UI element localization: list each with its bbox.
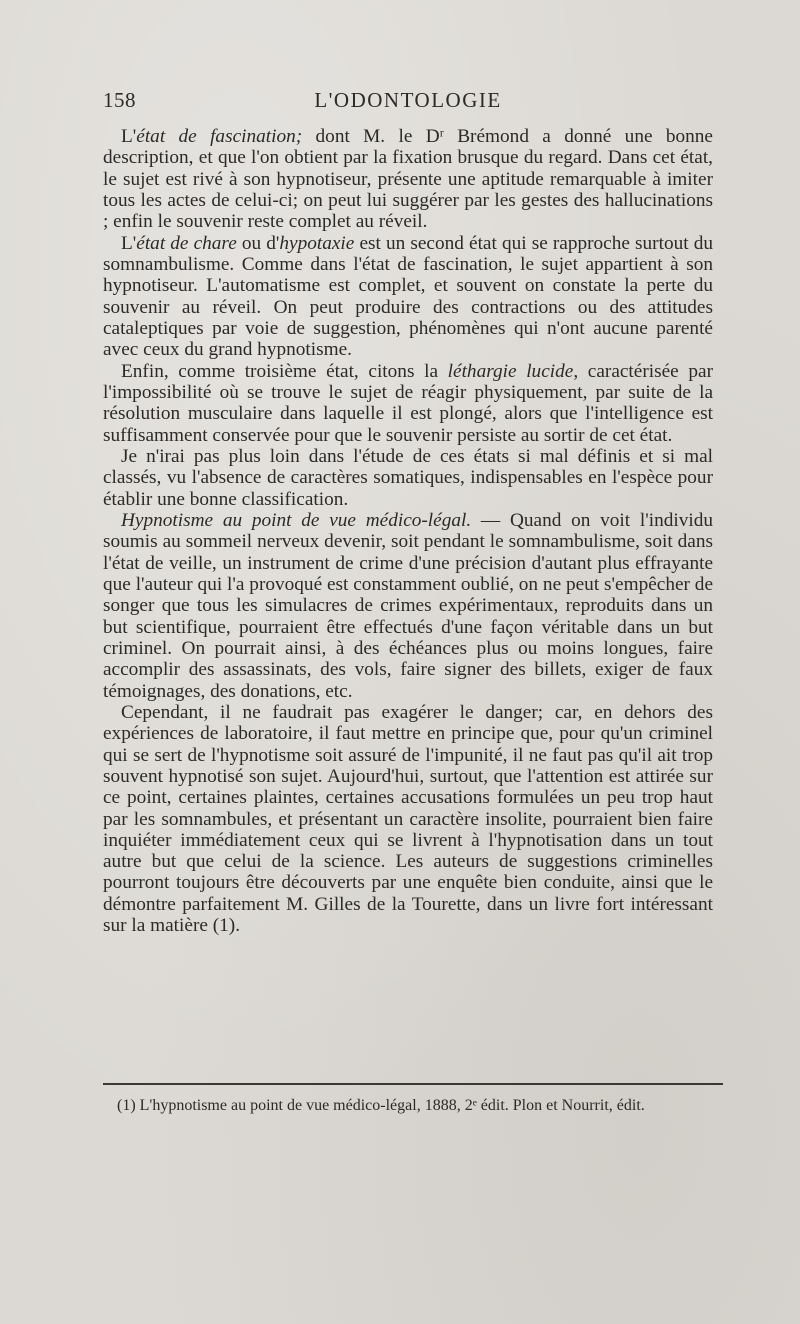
text-run: Enfin, comme troisième état, citons la [121, 360, 448, 382]
italic-text: Hypnotisme au point de vue médico-légal. [121, 509, 472, 531]
text-run: L' [121, 232, 137, 254]
footnote: (1) L'hypnotisme au point de vue médico-légal, 1888, 2ᵉ édit. Plon et Nourrit, édit. [117, 1097, 645, 1114]
text-run: L' [121, 126, 137, 147]
text-run: dont M. le Dʳ Brémond a donné une bonne description, et que l'on obtient par la fixation brusque du regard. Dans cet état, le sujet est rivé à son hypnotiseur, présente une aptitude remarquable à imiter tous les actes de celui-ci; on peut lui suggérer par les gestes des hallucinations ; enfin le souvenir reste complet au réveil. [103, 126, 713, 233]
text-run: , caractérisée par l'impossibilité où se trouve le sujet de réagir physiquement, par suite de la résolution musculaire dans laquelle il est plongé, alors que l'intelligence est suffisamment conservée pour que le souvenir persiste au sortir de cet état. [103, 360, 714, 446]
page-number: 158 [103, 88, 136, 112]
italic-text: état de chare [136, 232, 237, 254]
running-title: L'ODONTOLOGIE [314, 88, 502, 112]
text-run: Cependant, il ne faudrait pas exagérer le danger; car, en dehors des expériences de laboratoire, il faut mettre en principe que, pour qu'un criminel qui se sert de l'hypnotisme soit assuré de l'impunité, il ne faut pas qu'il ait trop souvent hypnotisé son sujet. Aujourd'hui, surtout, que l'attention est attirée sur ce point, certaines plaintes, certaines accusations formulées un peu trop haut par les somnambules, et présentant un caractère insolite, pourraient bien faire inquiéter immédiatement ceux qui se livrent à l'hypnotisation dans un tout autre but que celui de la science. Les auteurs de suggestions criminelles pourront toujours être découverts par une enquête bien conduite, ainsi que le démontre parfaitement M. Gilles de la Tourette, dans un livre fort intéressant sur la matière (1). [103, 701, 713, 937]
text-run: est un second état qui se rapproche surtout du somnambulisme. Comme dans l'état de fascination, le sujet appartient à son hypnotiseur. L'automatisme est complet, et souvent on constate la perte du souvenir au réveil. On peut produire des contractions ou des attitudes cataleptiques par voie de suggestion, phénomènes qui n'ont aucune parenté avec ceux du grand hypnotisme. [103, 232, 713, 361]
italic-text: hypotaxie [279, 232, 355, 254]
paragraph [103, 510, 713, 702]
paragraph [103, 126, 713, 233]
text-run: ou d' [236, 232, 280, 254]
paragraph [103, 702, 713, 937]
paragraph [103, 361, 713, 446]
page-header [103, 88, 713, 116]
text-run: — Quand on voit l'individu soumis au sommeil nerveux devenir, soit pendant le somnambulisme, soit dans l'état de veille, un instrument de crime d'une précision d'autant plus effrayante que l'auteur qui l'a provoqué est constamment oublié, on ne peut s'empêcher de songer que tous les simulacres de crimes expérimentaux, reproduits dans un but scientifique, pourraient être effectués d'une façon véritable dans un but criminel. On pourrait ainsi, à des échéances plus ou moins longues, faire accomplir des assassinats, des vols, faire signer des billets, exiger de faux témoignages, des donations, etc. [103, 509, 713, 702]
paragraph [103, 446, 713, 510]
paragraph [103, 233, 713, 361]
italic-text: état de fascination; [136, 126, 303, 147]
footnote-divider [103, 1083, 723, 1085]
text-run: Je n'irai pas plus loin dans l'étude de ces états si mal définis et si mal classés, vu l'absence de caractères somatiques, indispensables en l'espèce pour établir une bonne classification. [103, 445, 713, 510]
body-text [103, 126, 713, 936]
italic-text: léthargie lucide [447, 360, 574, 382]
